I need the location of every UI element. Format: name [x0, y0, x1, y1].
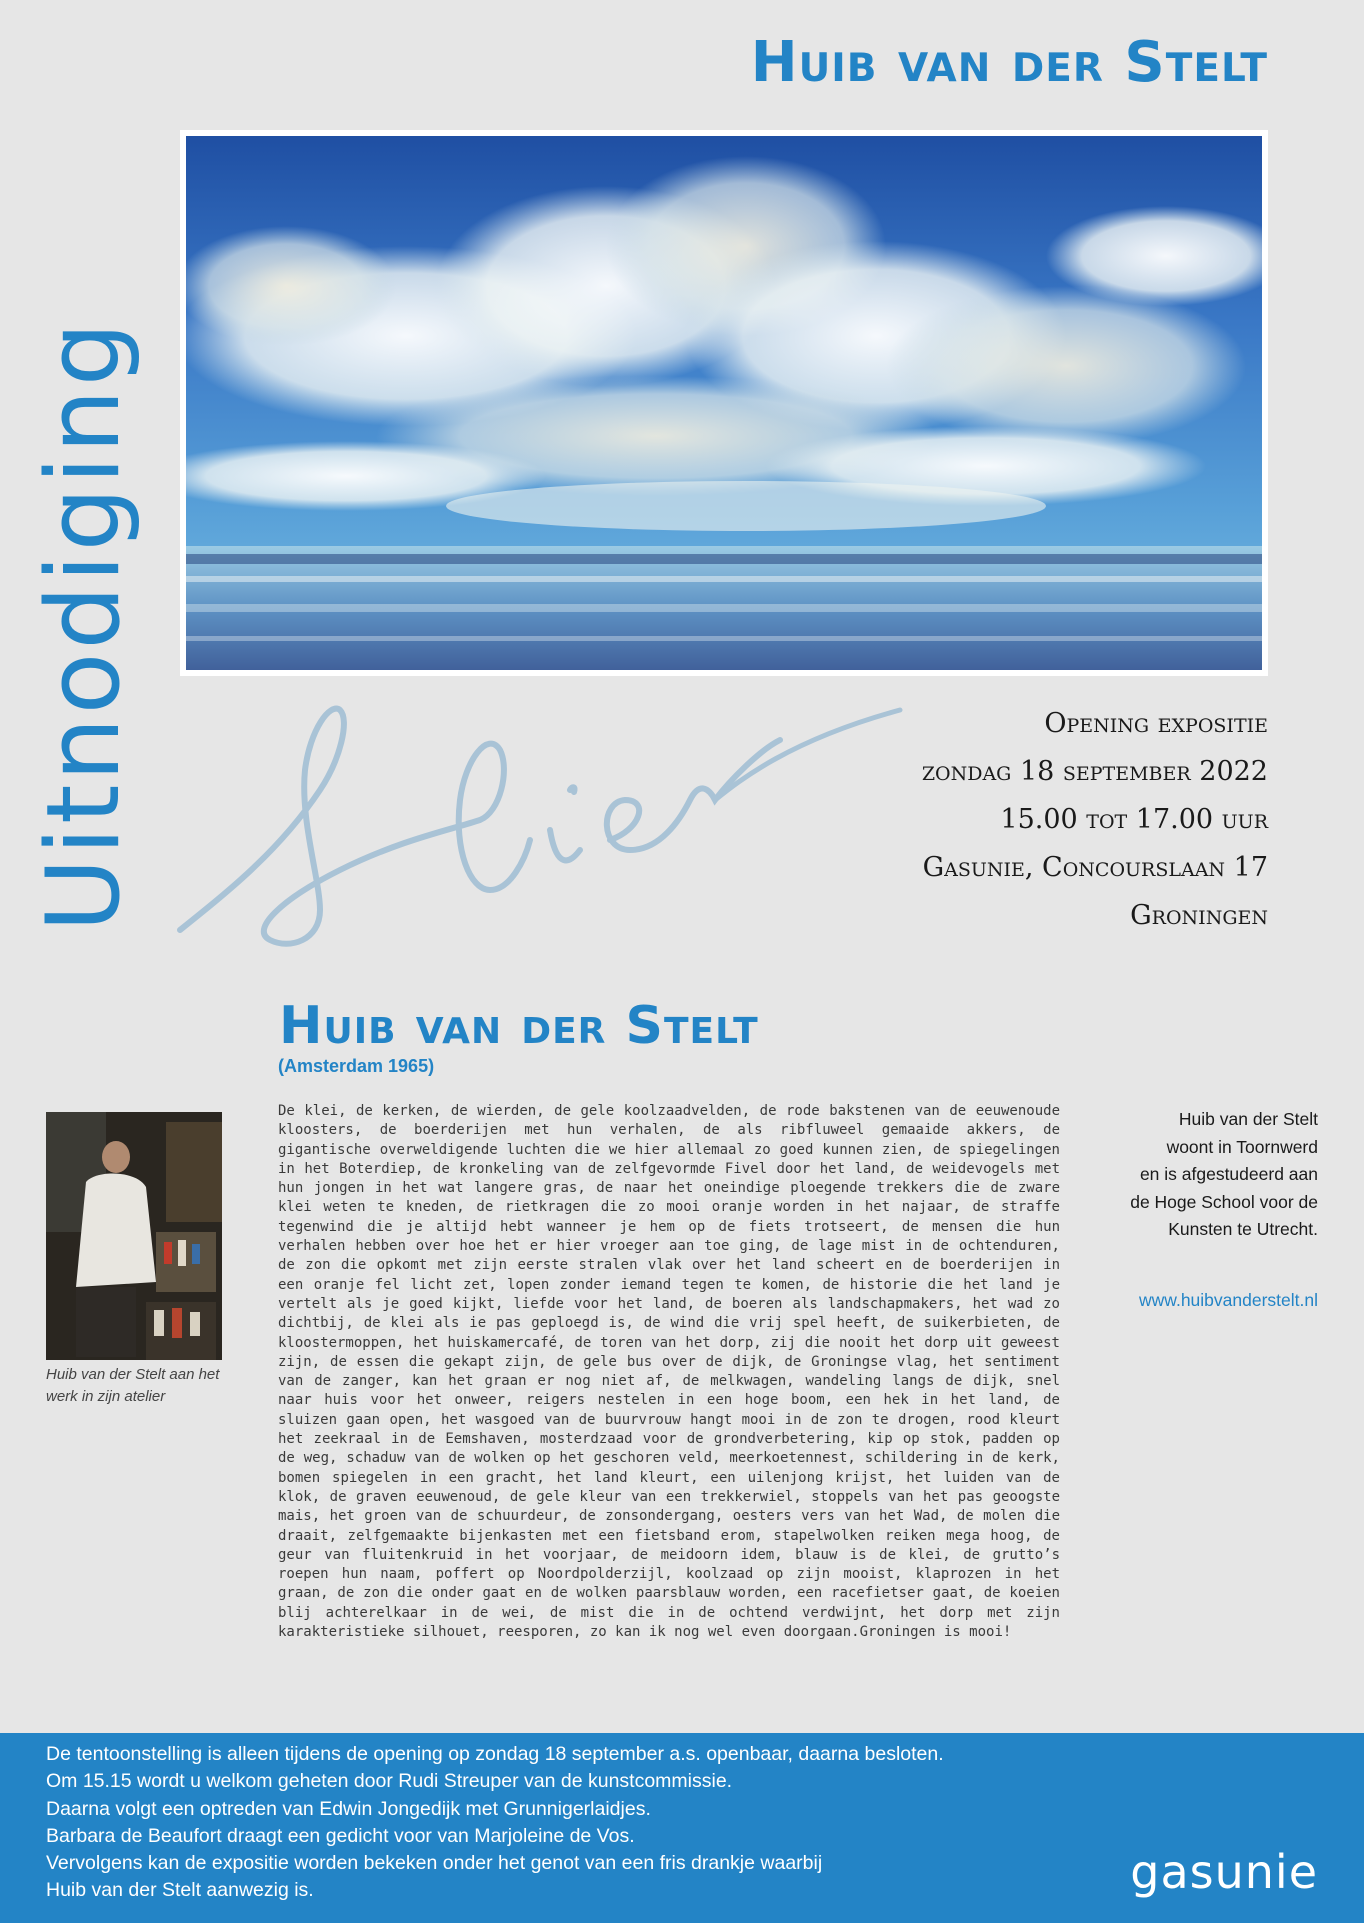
website-link[interactable]: www.huibvanderstelt.nl: [1139, 1290, 1318, 1310]
footer-banner: [0, 1733, 1364, 1923]
footer-text: [46, 1741, 944, 1905]
poem-text: De klei, de kerken, de wierden, de gele koolzaadvelden, de rode bakstenen van de eeuwenoude kloosters, de boerderijen met hun verhalen, de als ribfluweel gemaaide akkers, de gigantische overweldigende luchten die we hier allemaal zo goed kunnen zien, de spiegelingen in het Boterdiep, de kronkeling van de zelfgevormde Fivel door het land, de weidevogels met hun jongen in het wat langere gras, de naar het oneindige ploegende trekkers die de zware klei weten te kneden, de rietkragen die zo mooi oranje worden in het najaar, de straffe tegenwind die je altijd hebt wanneer je hem op de fiets trotseert, de mensen die hun verhalen hebben over hoe het er hier vroeger aan toe ging, de lage mist in de ochtenduren, de zon die opkomt met zijn eerste stralen vlak over het land scheert en de boerderijen in een oranje fel licht zet, lopen zonder iemand tegen te komen, de historie die het land je vertelt als je goed kijkt, liefde voor het land, de boeren als landschapmakers, het wad zo dichtbij, de klei als ie pas geploegd is, de wind die vrij spel heeft, de suikerbieten, de kloostermoppen, het huiskamercafé, de toren van het dorp, zij die nooit het dorp uit geweest zijn, de essen die gekapt zijn, de gele bus over de dijk, de Groningse vlag, het sentiment van de zanger, kan het graan er nog niet af, de melkwagen, wandeling langs de dijk, snel naar huis voor het onweer, reigers nestelen in een hoge boom, een hek in het land, de sluizen gaan open, het wasgoed van de buurvrouw hangt mooi in de zon te drogen, rood kleurt het zeekraal in de Eemshaven, mosterdzaad voor de grondverbetering, kip op stok, padden op de weg, schaduw van de wolken op het geschoren veld, meerkoetennest, schildering in de kerk, bomen spiegelen in een gracht, het land kleurt, een uilenjong krijst, het luiden van de klok, de graven eeuwenoud, de gele kleur van een trekkerwiel, stoppels van het pas geoogste mais, het groen van de schuurdeur, de zonsondergang, oesters vers van het Wad, de molen die draait, zelfgemaakte bijenkasten met een fietsband erom, stapelwolken reiken mega hoog, de geur van fluitenkruid in het voorjaar, de meidoorn idem, blauw is de klei, de grutto’s roepen hun naam, poffert op Noordpolderzijl, koolzaad op zijn mooist, klaprozen in het graan, de zon die onder gaat en de wolken paarsblauw worden, een racefietser gaat, de koeien blij achterelkaar in de wei, de mist die in de ochtend verdwijnt, het dorp met zijn karakteristieke silhouet, reesporen, zo kan ik nog wel even doorgaan.Groningen is mooi!: [278, 1103, 1060, 1641]
event-title: Opening expositie: [1044, 708, 1268, 739]
event-city: Groningen: [1130, 900, 1268, 931]
painting-frame: [180, 130, 1268, 676]
artist-name-top: Huib van der Stelt: [750, 30, 1268, 95]
bio-line: Huib van der Stelt: [1178, 1109, 1318, 1129]
gasunie-logo: gasunie: [1130, 1845, 1318, 1899]
seascape-painting: [186, 136, 1262, 670]
footer-line: Huib van der Stelt aanwezig is.: [46, 1879, 314, 1902]
footer-line: Barbara de Beaufort draagt een gedicht voor van Marjoleine de Vos.: [46, 1824, 635, 1847]
event-venue: Gasunie, Concourslaan 17: [922, 852, 1268, 883]
artist-bio: [1078, 1106, 1318, 1244]
footer-line: De tentoonstelling is alleen tijdens de opening op zondag 18 september a.s. openbaar, daarna besloten.: [46, 1743, 944, 1765]
photo-caption: Huib van der Stelt aan het werk in zijn atelier: [46, 1366, 220, 1405]
event-date: zondag 18 september 2022: [921, 756, 1268, 787]
bio-line: de Hoge School voor de: [1130, 1191, 1318, 1212]
footer-line: Om 15.15 wordt u welkom geheten door Rudi Streuper van de kunstcommissie.: [46, 1770, 733, 1793]
bio-line: Kunsten te Utrecht.: [1168, 1219, 1318, 1239]
footer-line: Vervolgens kan de expositie worden bekeken onder het genot van een fris drankje waarbij: [46, 1852, 823, 1875]
event-info: [922, 700, 1268, 940]
event-time: 15.00 tot 17.00 uur: [1000, 804, 1268, 835]
footer-line: Daarna volgt een optreden van Edwin Jongedijk met Grunnigerlaidjes.: [46, 1797, 651, 1820]
artist-name-heading: Huib van der Stelt: [279, 996, 759, 1056]
studio-photo: [46, 1112, 222, 1360]
hier-script-word: [170, 680, 910, 960]
artist-birth-info: (Amsterdam 1965): [278, 1056, 435, 1076]
bio-line: en is afgestudeerd aan: [1139, 1164, 1318, 1184]
bio-line: woont in Toornwerd: [1166, 1136, 1318, 1157]
invitation-vertical-title: Uitnodiging: [24, 319, 142, 932]
